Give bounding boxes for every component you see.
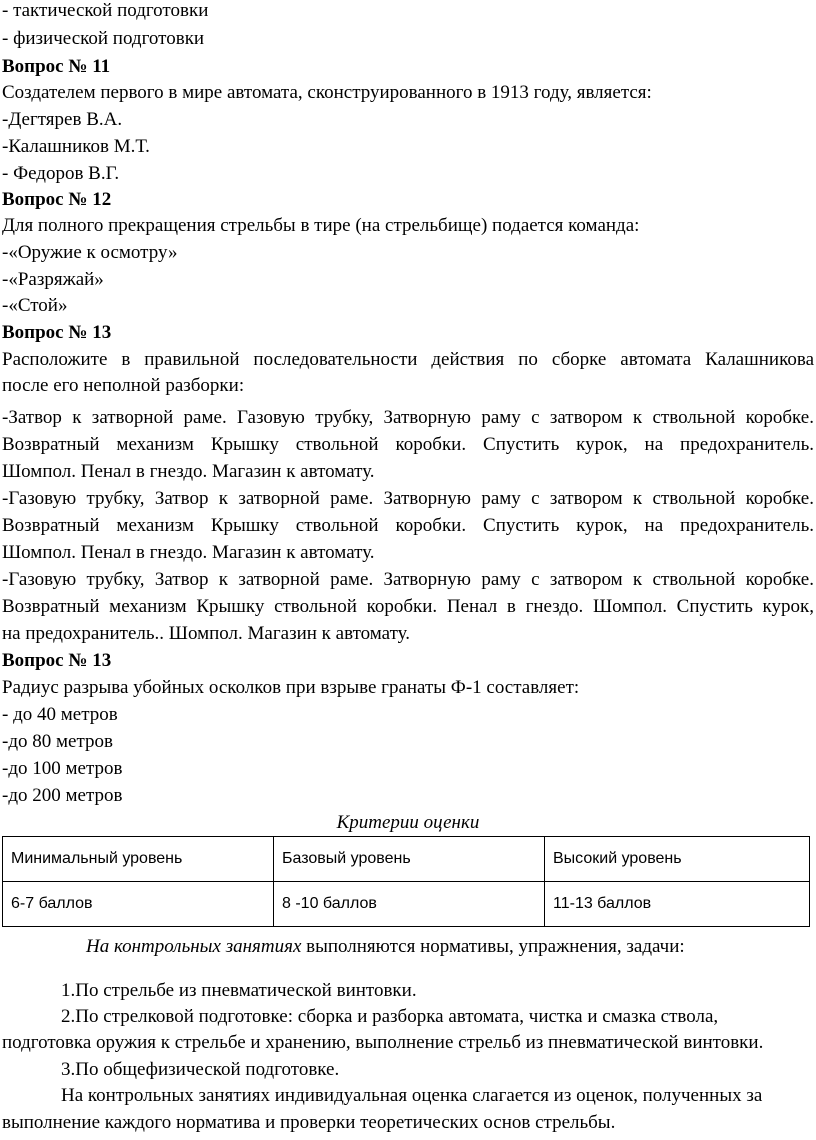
answer-option-line: Шомпол. Пенал в гнездо. Магазин к автомату. xyxy=(2,461,375,482)
intro-line: - физической подготовки xyxy=(2,28,205,49)
control-lead-italic: На контрольных занятиях xyxy=(86,936,302,957)
answer-option-line: Возвратный механизм Крышку ствольной коробки. Спустить курок, на предохранитель. xyxy=(2,515,814,536)
answer-option-line: -Затвор к затворной раме. Газовую трубку, Затворную раму с затвором к ствольной коробке. xyxy=(2,407,814,428)
question-13-title: Вопрос № 13 xyxy=(2,322,112,343)
control-item-3: 3.По общефизической подготовке. xyxy=(61,1059,340,1080)
answer-option-line: на предохранитель.. Шомпол. Магазин к автомату. xyxy=(2,623,411,644)
question-13-text-line: Расположите в правильной последовательности действия по сборке автомата Калашникова xyxy=(2,349,814,370)
question-13b-title: Вопрос № 13 xyxy=(2,650,112,671)
question-12-title: Вопрос № 12 xyxy=(2,189,112,210)
answer-option-line: -Газовую трубку, Затвор к затворной раме. Затворную раму с затвором к ствольной коробке. xyxy=(2,569,814,590)
answer-option-line: -Газовую трубку, Затвор к затворной раме. Затворную раму с затвором к ствольной коробке. xyxy=(2,488,814,509)
question-11-text: Создателем первого в мире автомата, сконструированного в 1913 году, является: xyxy=(2,82,652,103)
control-item-2-line: 2.По стрелковой подготовке: сборка и разборка автомата, чистка и смазка ствола, xyxy=(61,1006,719,1027)
question-13-text-line: после его неполной разборки: xyxy=(2,375,245,396)
answer-option-line: Возвратный механизм Крышку ствольной коробки. Пенал в гнездо. Шомпол. Спустить курок, xyxy=(2,596,814,617)
answer-option: -Калашников М.Т. xyxy=(2,136,150,157)
table-header-cell: Базовый уровень xyxy=(274,837,545,882)
criteria-title: Критерии оценки xyxy=(336,812,480,833)
answer-option: - до 40 метров xyxy=(2,704,118,725)
answer-option: -до 80 метров xyxy=(2,731,113,752)
table-cell: 8 -10 баллов xyxy=(274,882,545,927)
answer-option: -«Стой» xyxy=(2,295,68,316)
answer-option: -«Разряжай» xyxy=(2,269,104,290)
intro-line: - тактической подготовки xyxy=(2,0,209,21)
control-final-line: выполнение каждого норматива и проверки теоретических основ стрельбы. xyxy=(2,1112,616,1133)
table-row xyxy=(3,837,810,882)
answer-option: -до 100 метров xyxy=(2,758,123,779)
control-item-1: 1.По стрельбе из пневматической винтовки. xyxy=(61,980,417,1001)
answer-option: -до 200 метров xyxy=(2,785,123,806)
answer-option: -Дегтярев В.А. xyxy=(2,109,123,130)
control-lead-rest: выполняются нормативы, упражнения, задачи: xyxy=(301,936,685,957)
control-final-line: На контрольных занятиях индивидуальная оценка слагается из оценок, полученных за xyxy=(61,1085,763,1106)
table-header-cell: Минимальный уровень xyxy=(3,837,274,882)
control-item-2-line: подготовка оружия к стрельбе и хранению, выполнение стрельб из пневматической винтовки. xyxy=(2,1032,764,1053)
table-cell: 6-7 баллов xyxy=(3,882,274,927)
question-13b-text: Радиус разрыва убойных осколков при взрыве гранаты Ф-1 составляет: xyxy=(2,677,580,698)
control-lead xyxy=(86,934,685,960)
answer-option: -«Оружие к осмотру» xyxy=(2,242,178,263)
table-cell: 11-13 баллов xyxy=(545,882,810,927)
answer-option-line: Шомпол. Пенал в гнездо. Магазин к автомату. xyxy=(2,542,375,563)
answer-option: - Федоров В.Г. xyxy=(2,163,120,184)
criteria-table xyxy=(2,836,810,927)
table-header-cell: Высокий уровень xyxy=(545,837,810,882)
question-12-text: Для полного прекращения стрельбы в тире (на стрельбище) подается команда: xyxy=(2,215,640,236)
answer-option-line: Возвратный механизм Крышку ствольной коробки. Спустить курок, на предохранитель. xyxy=(2,434,814,455)
table-row xyxy=(3,882,810,927)
question-11-title: Вопрос № 11 xyxy=(2,56,111,77)
